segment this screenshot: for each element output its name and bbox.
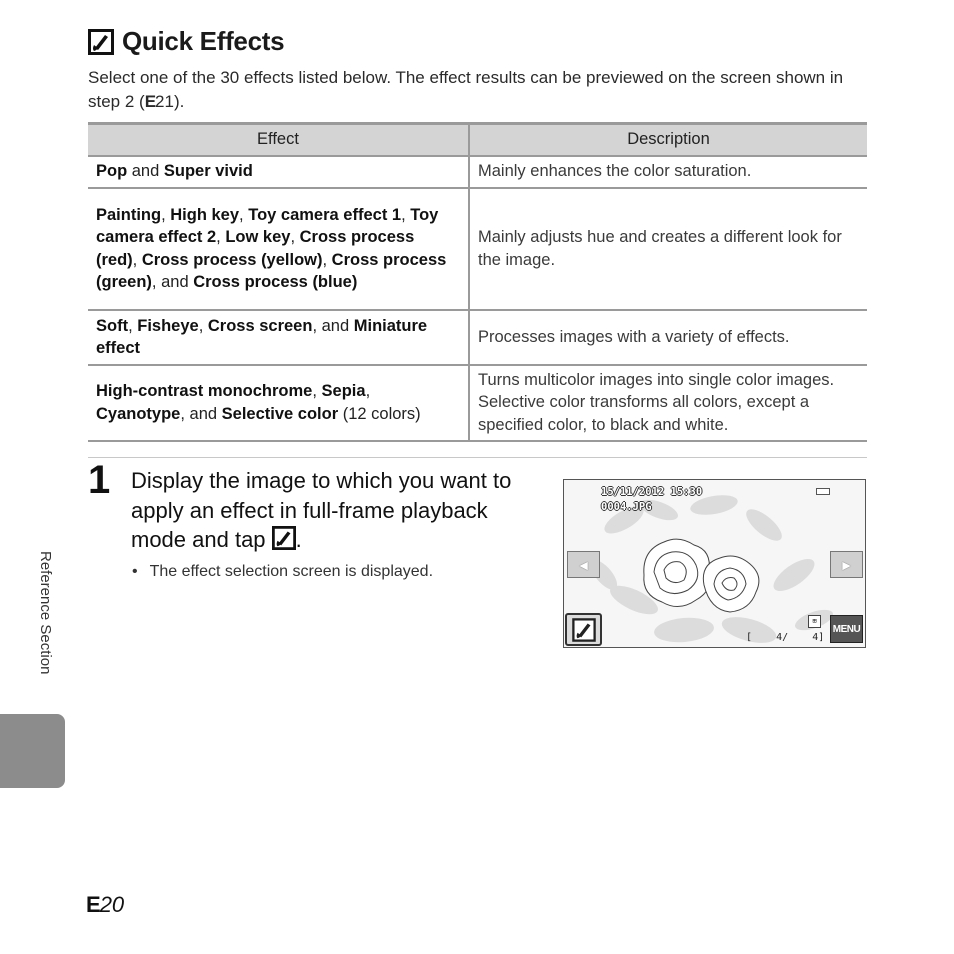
effect-separator: , bbox=[401, 205, 411, 224]
effect-name: Soft bbox=[96, 316, 129, 335]
quick-effects-icon bbox=[272, 526, 296, 550]
intro-paragraph bbox=[88, 66, 868, 114]
table-row bbox=[88, 310, 867, 365]
effect-name: Painting bbox=[96, 205, 162, 224]
bullet-dot-icon: • bbox=[132, 563, 138, 580]
effect-name: Pop bbox=[96, 162, 128, 181]
effect-name: Miniature effect bbox=[96, 316, 428, 357]
effect-name: Cross process (blue) bbox=[193, 273, 358, 291]
effect-separator: , bbox=[198, 316, 208, 335]
battery-icon bbox=[816, 488, 830, 495]
effect-name: Cross screen bbox=[207, 316, 313, 335]
intro-close: ). bbox=[173, 92, 185, 111]
table-row bbox=[88, 156, 867, 188]
effect-separator: (12 colors) bbox=[338, 404, 421, 423]
date-time-readout: 15/11/2012 15:30 bbox=[601, 486, 703, 498]
effect-name: Selective color bbox=[221, 404, 339, 423]
image-size-icon: ⊞ bbox=[808, 615, 821, 628]
effect-separator: , bbox=[132, 250, 142, 269]
effect-separator: , bbox=[322, 250, 332, 269]
step-number: 1 bbox=[88, 458, 111, 502]
filename-readout: 0004.JPG bbox=[601, 501, 652, 513]
description-cell: Processes images with a variety of effects. bbox=[469, 310, 867, 365]
effect-separator: , bbox=[239, 205, 249, 224]
effect-name: High key bbox=[170, 205, 240, 224]
effect-separator: , and bbox=[180, 404, 222, 423]
step-instruction bbox=[131, 466, 541, 555]
arrow-left-icon: ◄ bbox=[576, 556, 591, 573]
page-number bbox=[86, 892, 124, 918]
page-number-value: 20 bbox=[99, 892, 125, 917]
effect-separator: , bbox=[365, 382, 371, 400]
next-image-button[interactable] bbox=[830, 551, 863, 578]
header-effect: Effect bbox=[88, 124, 469, 156]
step-text-end: . bbox=[295, 527, 302, 552]
side-tab-label bbox=[38, 551, 58, 701]
ref-symbol: E bbox=[144, 92, 156, 111]
section-tab bbox=[0, 714, 65, 788]
effect-separator: , and bbox=[151, 273, 194, 291]
effect-name: Cyanotype bbox=[96, 404, 181, 423]
table-row bbox=[88, 365, 867, 441]
effect-name: Super vivid bbox=[163, 162, 253, 181]
menu-button[interactable] bbox=[830, 615, 863, 643]
table-header-row bbox=[88, 124, 867, 156]
effect-name: Low key bbox=[225, 228, 291, 246]
intro-text: Select one of the 30 effects listed below. The effect results can be previewed on the screen shown in step 2 ( bbox=[88, 68, 844, 111]
camera-screen bbox=[563, 479, 866, 648]
title-text: Quick Effects bbox=[122, 26, 285, 56]
effect-cell bbox=[88, 310, 469, 365]
menu-label: MENU bbox=[832, 623, 861, 635]
description-cell: Mainly adjusts hue and creates a different look for the image. bbox=[469, 188, 867, 310]
header-description: Description bbox=[469, 124, 867, 156]
effect-separator: , bbox=[312, 382, 322, 400]
previous-image-button[interactable] bbox=[567, 551, 600, 578]
ref-symbol: E bbox=[86, 892, 100, 917]
effect-separator: , bbox=[290, 228, 300, 246]
quick-effects-icon bbox=[88, 29, 114, 55]
effect-name: Cross process (red) bbox=[96, 228, 415, 269]
effect-name: Sepia bbox=[321, 382, 366, 400]
effect-cell bbox=[88, 156, 469, 188]
quick-effects-button[interactable] bbox=[565, 613, 602, 646]
effect-name: Fisheye bbox=[137, 316, 199, 335]
description-cell: Mainly enhances the color saturation. bbox=[469, 156, 867, 188]
table-row bbox=[88, 188, 867, 310]
step-text: Display the image to which you want to apply an effect in full-frame playback mode and tap bbox=[131, 468, 512, 552]
effect-name: High-contrast monochrome bbox=[96, 382, 313, 400]
bullet-text: The effect selection screen is displayed. bbox=[149, 563, 434, 580]
effect-cell bbox=[88, 365, 469, 441]
arrow-right-icon: ► bbox=[839, 556, 854, 573]
side-tab-text: Reference Section bbox=[37, 551, 54, 675]
effect-separator: , bbox=[128, 316, 138, 335]
effect-separator: , and bbox=[312, 316, 354, 335]
effect-cell bbox=[88, 188, 469, 310]
step-bullet bbox=[132, 563, 433, 581]
effect-name: Cross process (green) bbox=[96, 250, 447, 291]
effect-separator: and bbox=[127, 162, 164, 181]
description-cell: Turns multicolor images into single color images. Selective color transforms all colors, except a specified color, to black and white. bbox=[469, 365, 867, 441]
intro-ref-page[interactable]: 21 bbox=[155, 92, 174, 111]
page-title bbox=[88, 26, 284, 57]
quick-effects-icon bbox=[572, 618, 596, 642]
effect-name: Cross process (yellow) bbox=[141, 250, 323, 269]
effect-separator: , bbox=[216, 228, 226, 246]
section-divider bbox=[88, 457, 867, 458]
image-counter: [ 4/ 4] bbox=[746, 632, 825, 643]
effects-table bbox=[88, 122, 867, 442]
effect-name: Toy camera effect 2 bbox=[96, 205, 439, 246]
effect-separator: , bbox=[161, 205, 171, 224]
effect-name: Toy camera effect 1 bbox=[248, 205, 402, 224]
